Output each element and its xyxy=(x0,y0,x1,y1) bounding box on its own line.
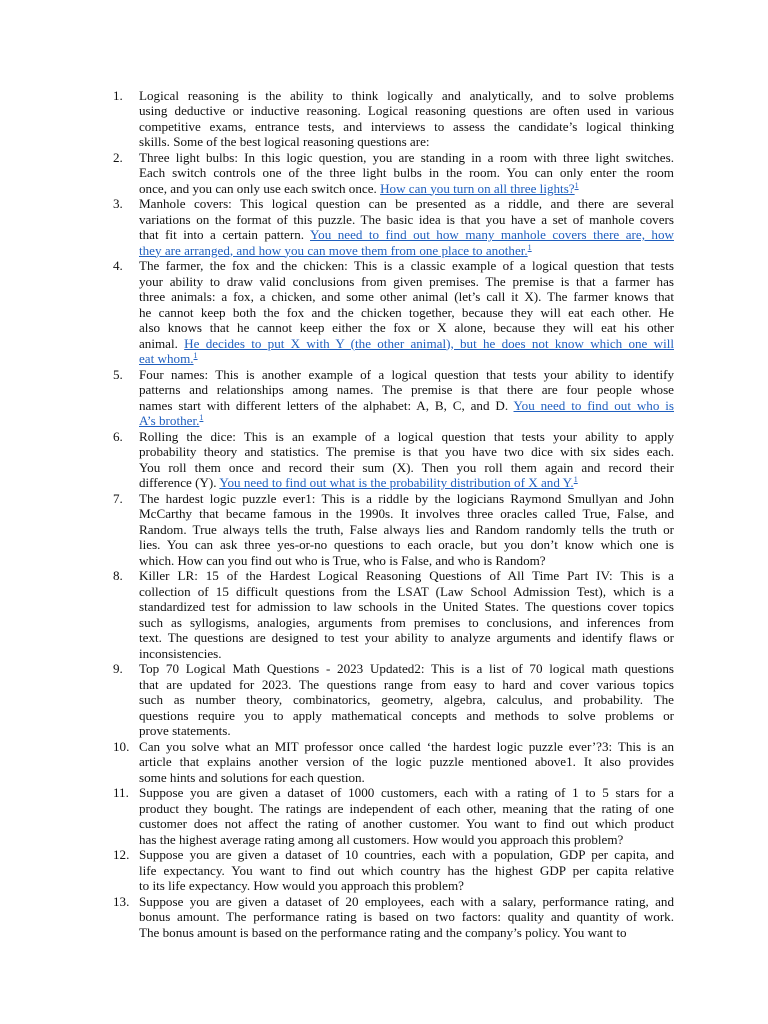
text-line xyxy=(139,646,674,662)
text-line xyxy=(139,708,674,724)
line-text: article that explains another version of the logic puzzle mentioned above1. It also provides xyxy=(139,754,674,769)
text-line xyxy=(139,134,674,150)
list-item-number: 5. xyxy=(113,366,123,382)
citation-link[interactable]: You need to find out how many manhole covers there are, how xyxy=(310,227,674,242)
text-line xyxy=(139,460,674,476)
citation-link[interactable]: He decides to put X with Y (the other animal), but he does not know which one will xyxy=(184,335,674,351)
list-item-number: 1. xyxy=(113,87,123,103)
list-item xyxy=(0,150,768,197)
list-item xyxy=(0,847,768,894)
text-line xyxy=(139,243,674,259)
list-item-number: 3. xyxy=(113,196,123,211)
list-item-number: 7. xyxy=(113,490,123,506)
list-item-number: 10. xyxy=(113,738,130,754)
text-line xyxy=(139,801,674,817)
line-text: Suppose you are given a dataset of 20 employees, each with a salary, performance rating, and xyxy=(139,893,674,909)
text-line xyxy=(139,320,674,336)
text-line xyxy=(139,491,674,507)
line-text: using deductive or inductive reasoning. Logical reasoning questions are often used in various xyxy=(139,103,674,118)
list-item-text xyxy=(139,568,674,661)
list-item xyxy=(0,196,768,258)
line-text: lies. You can ask three yes-or-no questions to each oracle, but you don’t know which one is xyxy=(139,537,674,552)
line-text: animal. xyxy=(139,335,185,351)
list-item-text xyxy=(139,150,674,197)
text-line xyxy=(139,522,674,538)
line-text: prove statements. xyxy=(139,723,231,738)
line-text: text. The questions are designed to test your ability to analyze arguments and identify flaws or xyxy=(139,630,674,645)
list-item-number: 6. xyxy=(113,428,123,444)
text-line xyxy=(139,692,674,708)
list-item-text xyxy=(139,196,674,258)
line-text: Suppose you are given a dataset of 10 countries, each with a population, GDP per capita, and xyxy=(139,847,674,862)
line-text: bonus amount. The performance rating is based on two factors: quality and quantity of work. xyxy=(139,909,674,924)
list-item-text xyxy=(139,894,674,941)
text-line xyxy=(139,785,674,801)
text-line xyxy=(139,925,674,941)
list-item-text xyxy=(139,491,674,569)
text-line xyxy=(139,351,674,367)
list-item xyxy=(0,367,768,429)
line-text: The bonus amount is based on the performance rating and the company’s policy. You want to xyxy=(139,924,627,940)
line-text: probability theory and statistics. The premise is that you have two dice with six sides each. xyxy=(139,444,674,459)
list-item-number: 13. xyxy=(113,893,130,909)
footnote-marker[interactable]: 1 xyxy=(527,242,532,252)
citation-link[interactable]: they are arranged, and how you can move them from one place to another. xyxy=(139,242,528,258)
line-text: Four names: This is another example of a logical question that tests your ability to identify xyxy=(139,366,674,382)
text-line xyxy=(139,413,674,429)
text-line xyxy=(139,630,674,646)
text-line xyxy=(139,816,674,832)
list-item xyxy=(0,258,768,367)
text-line xyxy=(139,553,674,569)
list-item-number: 11. xyxy=(113,785,129,800)
line-text: some hints and solutions for each question. xyxy=(139,769,365,785)
text-line xyxy=(139,770,674,786)
list-item xyxy=(0,491,768,569)
text-line xyxy=(139,382,674,398)
text-line xyxy=(139,212,674,228)
line-text: has the highest average rating among all customers. How would you approach this problem? xyxy=(139,831,624,847)
text-line xyxy=(139,568,674,584)
list-item-number: 4. xyxy=(113,258,123,273)
line-text: Three light bulbs: In this logic question, you are standing in a room with three light switches. xyxy=(139,149,674,165)
citation-link[interactable]: A’s brother. xyxy=(139,413,200,428)
line-text: The farmer, the fox and the chicken: This is a classic example of a logical question that tests xyxy=(139,258,674,273)
text-line xyxy=(139,661,674,677)
line-text: inconsistencies. xyxy=(139,645,222,661)
line-text: You roll them once and record their sum (X). Then you roll them again and record their xyxy=(139,459,674,475)
line-text: Manhole covers: This logical question can be presented as a riddle, and there are several xyxy=(139,196,674,211)
list-item xyxy=(0,568,768,661)
line-text: names start with different letters of the alphabet: A, B, C, and D. xyxy=(139,397,514,413)
text-line xyxy=(139,832,674,848)
list-item xyxy=(0,739,768,786)
text-line xyxy=(139,165,674,181)
line-text: collection of 15 difficult questions from the LSAT (Law School Admission Test), which is a xyxy=(139,583,674,599)
text-line xyxy=(139,894,674,910)
line-text: Each switch controls one of the three light bulbs in the room. You can only enter the room xyxy=(139,165,674,180)
citation-link[interactable]: You need to find out what is the probability distribution of X and Y. xyxy=(219,475,574,490)
line-text: such as number theory, combinatorics, geometry, algebra, calculus, and probability. The xyxy=(139,692,674,707)
line-text: life expectancy. You want to find out which country has the highest GDP per capita relative xyxy=(139,862,674,878)
list-item xyxy=(0,661,768,739)
list-item xyxy=(0,785,768,847)
line-text: once, and you can only use each switch once. xyxy=(139,180,381,196)
list-item xyxy=(0,88,768,150)
line-text: The hardest logic puzzle ever1: This is a riddle by the logicians Raymond Smullyan and John xyxy=(139,490,674,506)
line-text: three animals: a fox, a chicken, and some other animal (let’s call it X). The farmer knows that xyxy=(139,289,674,304)
line-text: patterns and relationships among names. The premise is that there are four people whose xyxy=(139,382,674,397)
line-text: McCarthy that became famous in the 1990s. It involves three oracles called True, False, and xyxy=(139,506,674,521)
citation-link[interactable]: How can you turn on all three lights? xyxy=(380,180,575,196)
line-text: customer does not affect the rating of another customer. You want to find out which product xyxy=(139,816,674,831)
line-text: Rolling the dice: This is an example of a logical question that tests your ability to apply xyxy=(139,428,674,444)
footnote-marker[interactable]: 1 xyxy=(574,180,579,190)
text-line xyxy=(139,88,674,104)
line-text: Suppose you are given a dataset of 1000 customers, each with a rating of 1 to 5 stars for a xyxy=(139,785,674,800)
text-line xyxy=(139,584,674,600)
text-line xyxy=(139,150,674,166)
list-item xyxy=(0,894,768,941)
text-line xyxy=(139,305,674,321)
line-text: such as syllogisms, analogies, arguments from premises to conclusions, and inferences from xyxy=(139,614,674,630)
line-text: variations on the format of this puzzle. The basic idea is that you have a set of manhole covers xyxy=(139,211,674,227)
list-item-text xyxy=(139,367,674,429)
text-line xyxy=(139,119,674,135)
text-line xyxy=(139,754,674,770)
line-text: Random. True always tells the truth, False always lies and Random randomly tells the truth or xyxy=(139,521,674,537)
text-line xyxy=(139,181,674,197)
text-line xyxy=(139,398,674,414)
text-line xyxy=(139,599,674,615)
text-line xyxy=(139,723,674,739)
text-line xyxy=(139,863,674,879)
list-item-text xyxy=(139,258,674,367)
text-line xyxy=(139,739,674,755)
line-text: that are updated for 2023. The questions range from easy to hard and cover various topics xyxy=(139,676,674,692)
text-line xyxy=(139,367,674,383)
list-item-number: 9. xyxy=(113,661,123,676)
text-line xyxy=(139,336,674,352)
text-line xyxy=(139,274,674,290)
line-text: competitive exams, entrance tests, and interviews to assess the candidate’s logical thinking xyxy=(139,118,674,134)
line-text: Killer LR: 15 of the Hardest Logical Reasoning Questions of All Time Part IV: This is a xyxy=(139,568,674,583)
list-item-text xyxy=(139,739,674,786)
text-line xyxy=(139,289,674,305)
text-line xyxy=(139,227,674,243)
line-text: product they bought. The ratings are independent of each other, meaning that the rating of one xyxy=(139,800,674,816)
text-line xyxy=(139,878,674,894)
footnote-marker[interactable]: 1 xyxy=(193,351,198,360)
text-line xyxy=(139,847,674,863)
text-line xyxy=(139,429,674,445)
list-item-number: 8. xyxy=(113,568,123,583)
line-text: which. How can you find out who is True, who is False, and who is Random? xyxy=(139,552,546,568)
line-text: standardized test for admission to law schools in the United States. The questions cover topics xyxy=(139,599,674,614)
list-item-text xyxy=(139,88,674,150)
line-text: also knows that he cannot keep either the fox or X alone, because they will eat his other xyxy=(139,320,674,335)
line-text: that fit into a certain pattern. xyxy=(139,227,311,242)
citation-link[interactable]: eat whom. xyxy=(139,351,194,366)
text-line xyxy=(139,615,674,631)
line-text: skills. Some of the best logical reasoning questions are: xyxy=(139,134,430,149)
text-line xyxy=(139,258,674,274)
list-item xyxy=(0,429,768,491)
line-text: Logical reasoning is the ability to think logically and analytically, and to solve problems xyxy=(139,87,674,103)
line-text: Top 70 Logical Math Questions - 2023 Updated2: This is a list of 70 logical math questions xyxy=(139,661,674,676)
citation-link[interactable]: You need to find out who is xyxy=(513,397,675,413)
footnote-marker[interactable]: 1 xyxy=(199,413,204,422)
list-item-text xyxy=(139,785,674,847)
text-line xyxy=(139,475,674,491)
line-text: Can you solve what an MIT professor once called ‘the hardest logic puzzle ever’?3: This is an xyxy=(139,738,674,754)
footnote-marker[interactable]: 1 xyxy=(573,475,578,484)
text-line xyxy=(139,444,674,460)
text-line xyxy=(139,537,674,553)
list-item-number: 12. xyxy=(113,847,130,862)
list-item-number: 2. xyxy=(113,149,123,165)
list-item-text xyxy=(139,661,674,739)
line-text: your ability to draw valid conclusions from given premises. The premise is that a farmer has xyxy=(139,273,674,289)
list-item-text xyxy=(139,429,674,491)
text-line xyxy=(139,103,674,119)
line-text: questions require you to apply mathematical concepts and methods to solve problems or xyxy=(139,707,674,723)
text-line xyxy=(139,196,674,212)
text-line xyxy=(139,506,674,522)
line-text: difference (Y). xyxy=(139,475,220,490)
line-text: to its life expectancy. How would you approach this problem? xyxy=(139,878,464,893)
list-item-text xyxy=(139,847,674,894)
text-line xyxy=(139,677,674,693)
text-line xyxy=(139,909,674,925)
line-text: he cannot keep both the fox and the chicken together, because they will eat each other. He xyxy=(139,304,674,320)
